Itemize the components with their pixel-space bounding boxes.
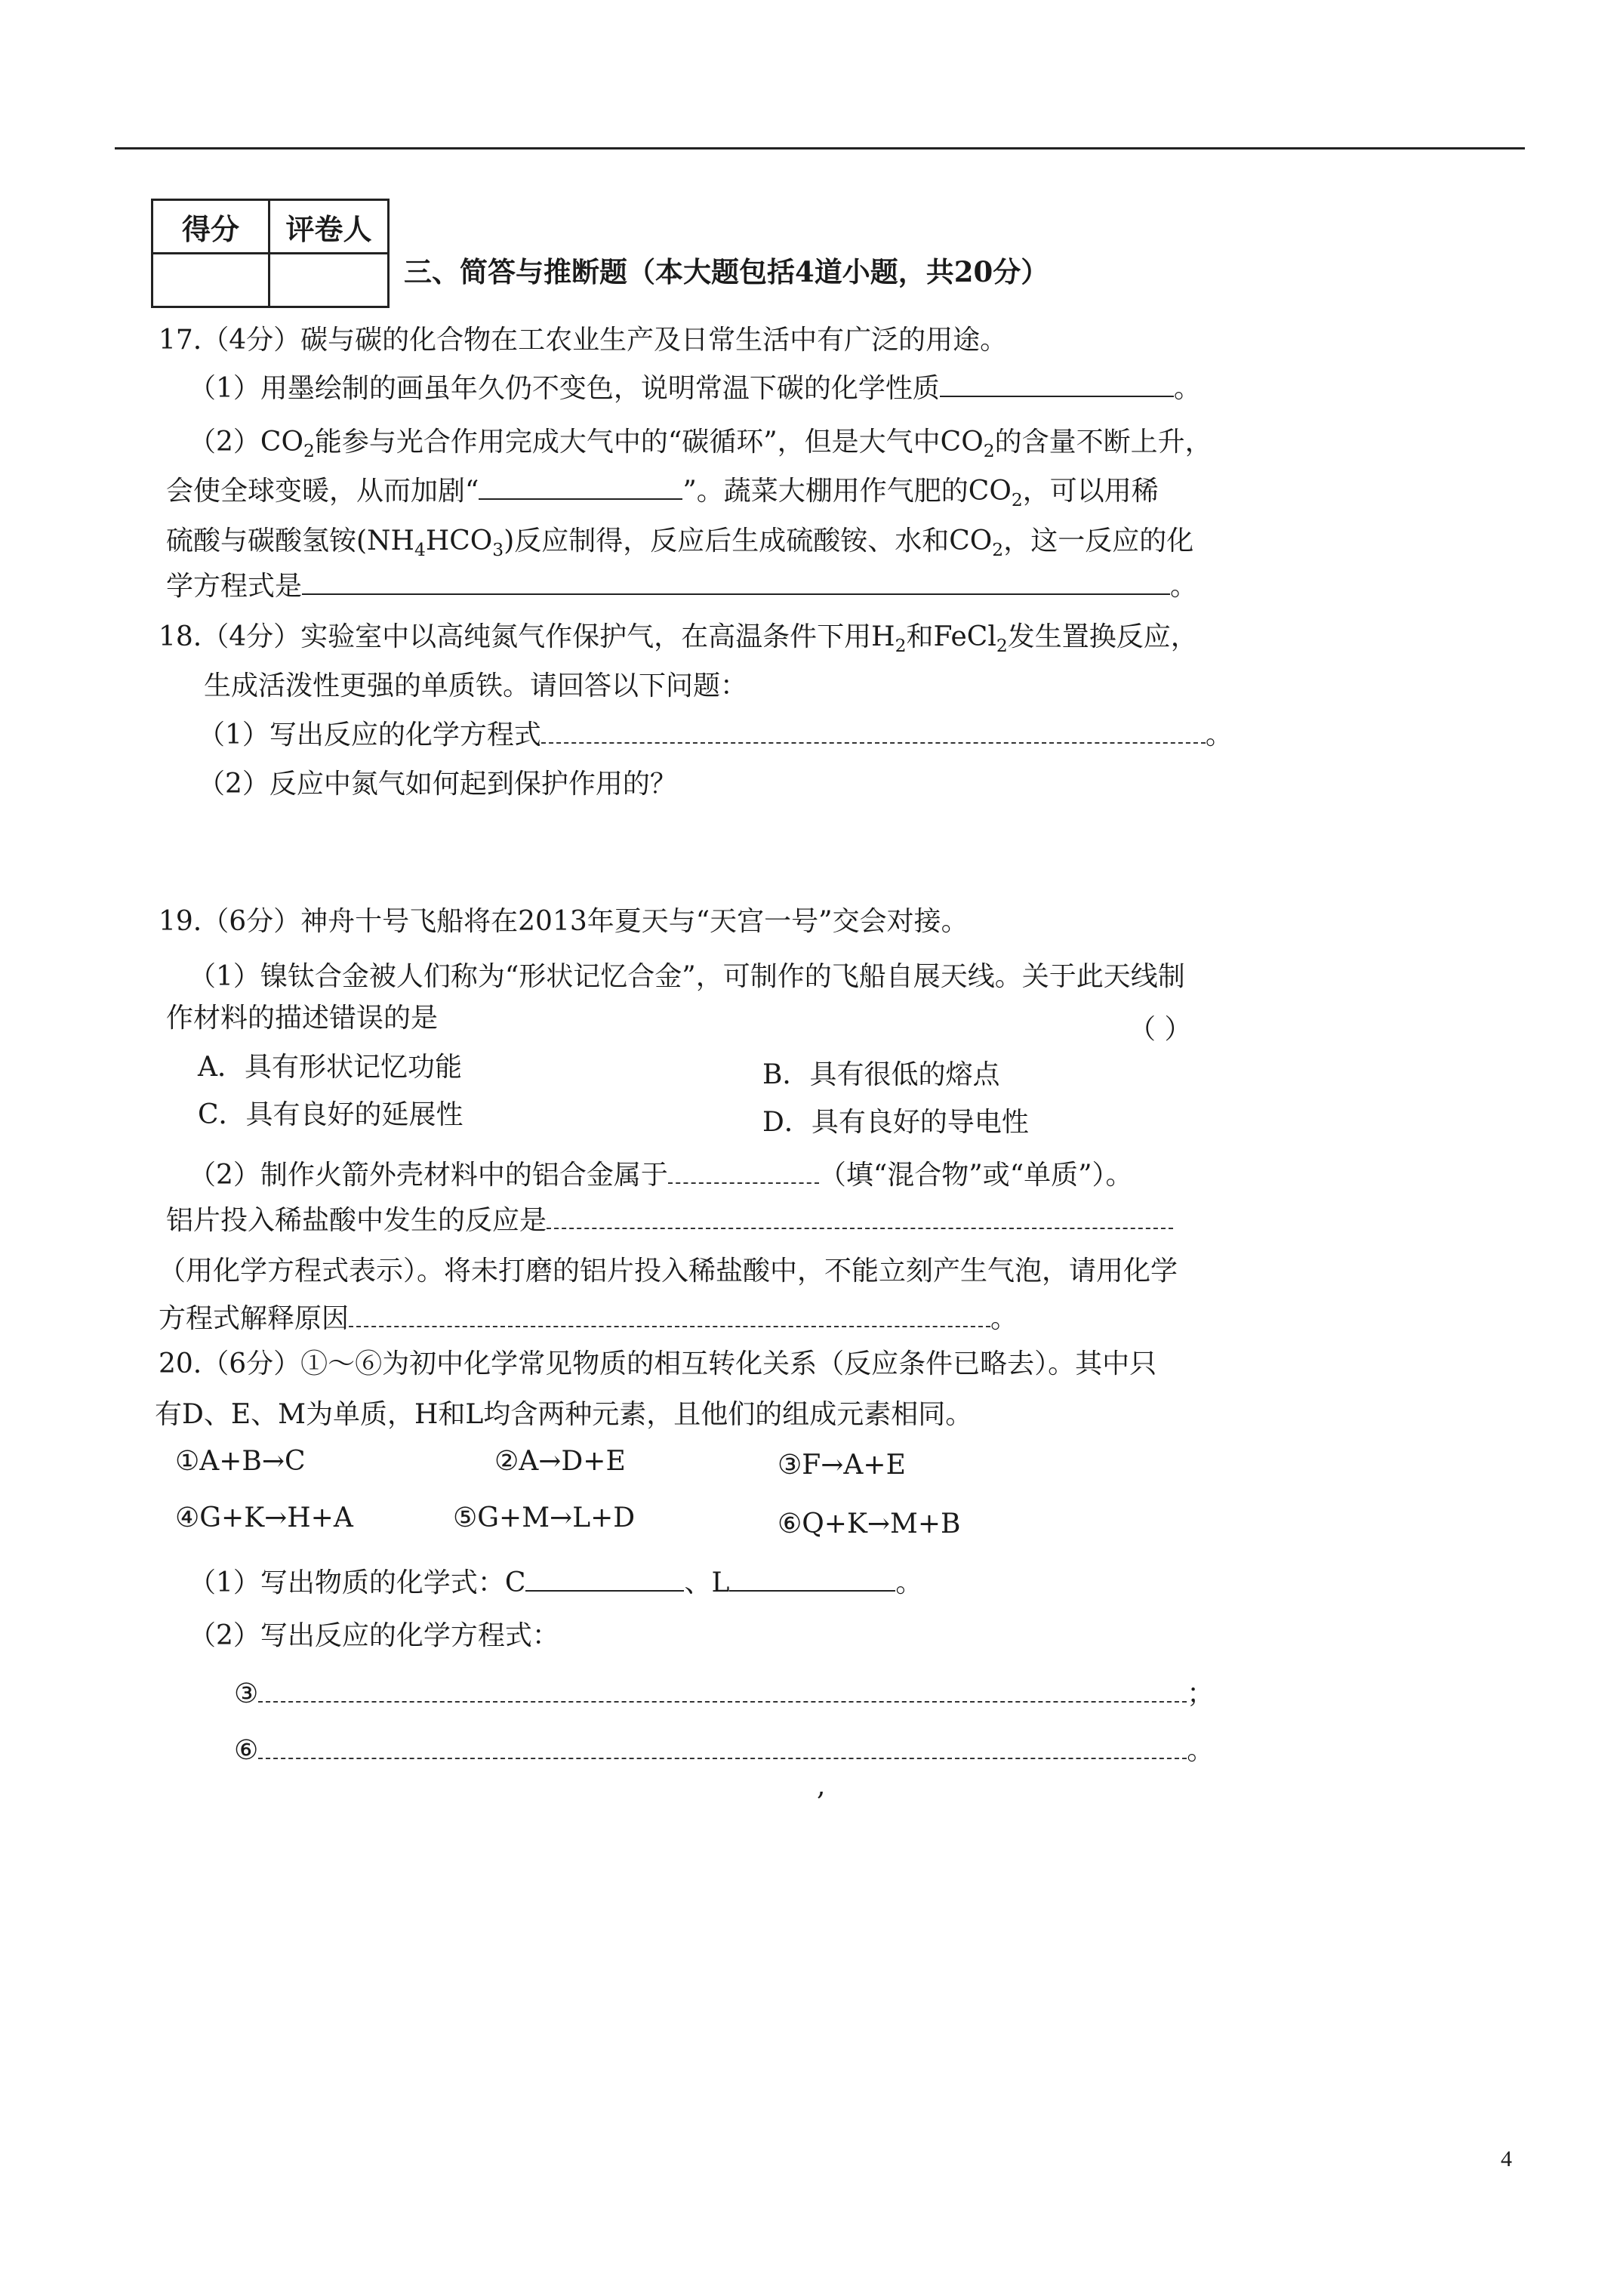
q17-p2-line3-a: 硫酸与碳酸氢铵(NH [166, 525, 414, 556]
q18-part1-end: 。 [1205, 720, 1233, 750]
q17-p2-b: 能参与光合作用完成大气中的“碳循环”，但是大气中CO [314, 427, 984, 458]
q20-stem-line2: 有D、E、M为单质，H和L均含两种元素，且他们的组成元素相同。 [155, 1399, 973, 1430]
q19-part2 [189, 1154, 1133, 1192]
q18-part1 [198, 713, 1233, 752]
q20-reaction-3: ③F→A+E [778, 1450, 906, 1481]
q20-eq3-blank[interactable] [258, 1674, 1187, 1703]
q20-eq3-end: ； [1187, 1678, 1215, 1709]
q19-answer-paren[interactable]: （ ） [1129, 1014, 1192, 1045]
q19-part2-text: （2）制作火箭外壳材料中的铝合金属于 [189, 1160, 668, 1191]
q19-part2-line2 [166, 1199, 1173, 1237]
score-cell[interactable] [152, 254, 269, 307]
q17-part2-line2: 会使全球变暖，从而加剧“ ”。蔬菜大棚用作气肥的$CO_2$，可以用稀 [166, 470, 1159, 510]
score-box [151, 199, 390, 308]
q18-part2: （2）反应中氮气如何起到保护作用的？ [198, 769, 677, 800]
q20-eq6-label: ⑥ [234, 1735, 259, 1766]
q18-blank1[interactable] [541, 715, 1206, 744]
q17-blank2[interactable] [479, 471, 682, 500]
q17-p2-line4-text: 学方程式是 [166, 571, 303, 602]
q19-part2-tail: （填“混合物”或“单质”）。 [818, 1160, 1133, 1191]
q17-part1 [189, 367, 1201, 405]
q20-eq6-blank[interactable] [258, 1730, 1187, 1759]
q19-part1: （1）镍钛合金被人们称为“形状记忆合金”，可制作的飞船自展天线。关于此天线制 [189, 961, 1185, 992]
q20-part1 [189, 1561, 922, 1600]
q17-p2-a: （2）CO [189, 427, 303, 458]
q19-stem: 19.（6分）神舟十号飞船将在2013年夏天与“天宫一号”交会对接。 [159, 906, 969, 937]
q17-blank1[interactable] [940, 368, 1174, 397]
q20-blank-c[interactable] [525, 1563, 684, 1592]
header-rule [115, 147, 1525, 149]
q19-p2-line4-text: 方程式解释原因 [159, 1303, 350, 1334]
q20-eq3 [234, 1672, 1214, 1711]
q17-part1-end: 。 [1173, 373, 1201, 404]
q20-part1-end: 。 [895, 1567, 923, 1598]
q20-eq6-end: 。 [1187, 1735, 1215, 1766]
q19-option-b: B．具有很低的熔点 [762, 1059, 1000, 1090]
q17-p2-line3-c: )反应制得，反应后生成硫酸铵、水和CO [504, 525, 993, 556]
q17-blank3[interactable] [302, 566, 1170, 595]
score-label: 得分 [152, 200, 269, 254]
grader-label: 评卷人 [269, 200, 389, 254]
q19-p2-end: 。 [990, 1303, 1018, 1334]
page-number: 4 [1501, 2147, 1512, 2171]
q17-p2-line3-d: ，这一反应的化 [1003, 525, 1194, 556]
q17-p2-line2-a: 会使全球变暖，从而加剧“ [166, 476, 479, 507]
q19-part2-line3: （用化学方程式表示）。将未打磨的铝片投入稀盐酸中，不能立刻产生气泡，请用化学 [159, 1256, 1178, 1287]
q17-p2-line3-b: HCO [425, 525, 493, 556]
q20-part2: （2）写出反应的化学方程式： [189, 1620, 559, 1651]
q18-stem-a: 18.（4分）实验室中以高纯氮气作保护气，在高温条件下用H [159, 621, 895, 652]
q17-part2-line3: 硫酸与碳酸氢铵$(NH_4HCO_3)$反应制得，反应后生成硫酸铵、水和$CO_2$，这一反应的化 [166, 525, 1194, 561]
q20-reaction-2: ②A→D+E [494, 1446, 626, 1477]
q17-p2-line2-b: ”。蔬菜大棚用作气肥的CO [682, 476, 1012, 507]
q18-stem-b: 和FeCl [906, 621, 996, 652]
q19-blank2[interactable] [547, 1200, 1173, 1229]
q18-stem-line2: 生成活泼性更强的单质铁。请回答以下问题： [204, 670, 748, 701]
q19-option-a: A．具有形状记忆功能 [198, 1052, 462, 1083]
q17-part2: $(2)CO_2$能参与光合作用完成大气中的“碳循环”，但是大气中$CO_2$的含量不断上升， [189, 427, 1212, 462]
q18-stem-c: 发生置换反应， [1007, 621, 1198, 652]
q18-part1-text: （1）写出反应的化学方程式 [198, 720, 541, 750]
q19-option-c: C．具有良好的延展性 [198, 1099, 463, 1130]
q19-blank3[interactable] [349, 1299, 990, 1327]
q18-stem: 18.（4分）实验室中以高纯氮气作保护气，在高温条件下用$H_2$和FeCl$_2$发生置换反应， [159, 621, 1198, 657]
q20-reaction-1: ①A+B→C [175, 1446, 306, 1477]
q20-reaction-6: ⑥Q+K→M+B [778, 1509, 961, 1539]
q20-reaction-4: ④G+K→H+A [175, 1502, 353, 1533]
q19-p2-line2-text: 铝片投入稀盐酸中发生的反应是 [166, 1205, 547, 1236]
q17-p2-line2-c: ，可以用稀 [1022, 476, 1159, 507]
q20-stem: 20.（6分）①～⑥为初中化学常见物质的相互转化关系（反应条件已略去）。其中只 [159, 1348, 1157, 1379]
q20-eq3-label: ③ [234, 1678, 259, 1709]
q17-p2-c: 的含量不断上升， [994, 427, 1212, 458]
q19-option-d: D．具有良好的导电性 [762, 1107, 1029, 1138]
q17-part1-text: （1）用墨绘制的画虽年久仍不变色，说明常温下碳的化学性质 [189, 373, 940, 404]
q20-reaction-5: ⑤G+M→L+D [453, 1502, 636, 1533]
q17-part2-line4 [166, 565, 1197, 603]
q20-eq6 [234, 1729, 1214, 1767]
q19-blank1[interactable] [668, 1155, 819, 1184]
stray-mark: , [817, 1771, 826, 1801]
q20-part1-text: （1）写出物质的化学式：C [189, 1567, 526, 1598]
q20-part1-sep: 、L [684, 1567, 730, 1598]
q17-p2-end: 。 [1170, 571, 1198, 602]
q18-answer-space[interactable] [198, 800, 1217, 891]
section-title: 三、简答与推断题（本大题包括4道小题，共20分） [404, 255, 1049, 288]
q17-stem: 17.（4分）碳与碳的化合物在工农业生产及日常生活中有广泛的用途。 [159, 325, 1008, 356]
q19-part2-line4 [159, 1297, 1018, 1336]
grader-cell[interactable] [269, 254, 389, 307]
q20-blank-l[interactable] [729, 1563, 895, 1592]
q19-part1-line2: 作材料的描述错误的是 [166, 1003, 439, 1034]
